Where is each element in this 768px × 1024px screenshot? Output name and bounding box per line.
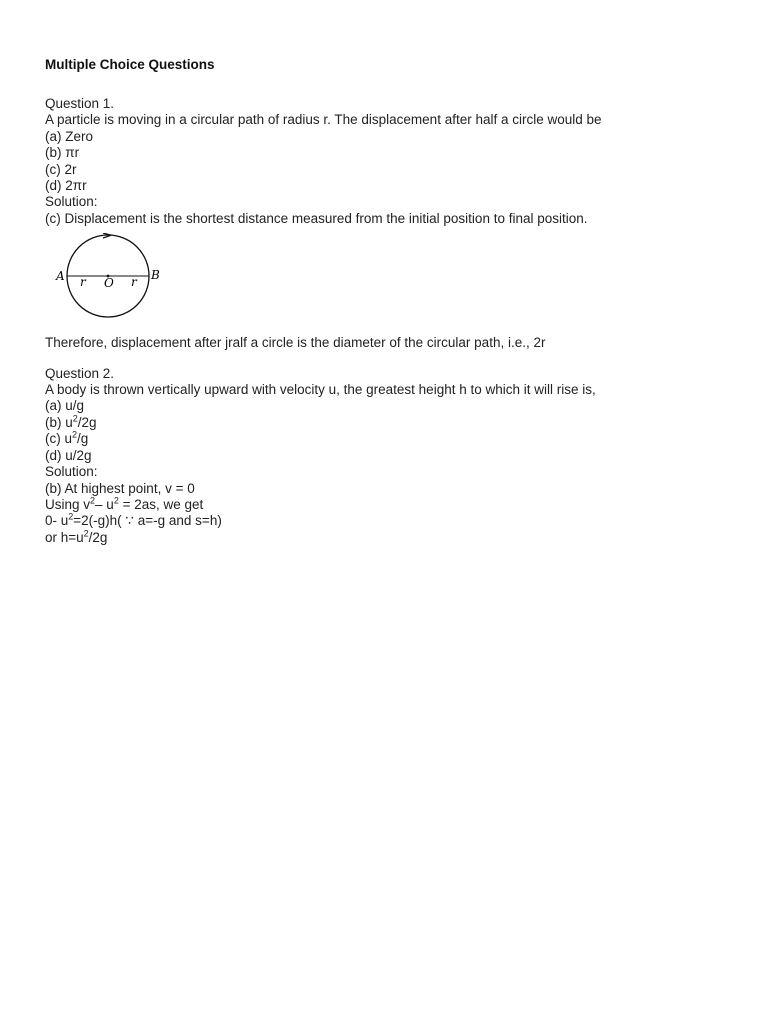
point-b-label: B xyxy=(151,268,160,283)
question-2-solution-line-3 xyxy=(45,513,745,529)
question-1-solution-label: Solution: xyxy=(45,194,98,210)
radius-right-label: r xyxy=(131,275,137,290)
sol2-post: = 2as, we get xyxy=(118,496,204,512)
sol2-sup2: 2 xyxy=(113,495,119,506)
option-c-sup: 2 xyxy=(72,429,78,440)
sol2-sup1: 2 xyxy=(90,495,96,506)
question-1-text: A particle is moving in a circular path of radius r. The displacement after half a circle would be xyxy=(45,112,602,128)
sol2-mid: – u xyxy=(95,496,114,512)
option-c-pre: (c) u xyxy=(45,431,72,447)
point-a-label: A xyxy=(56,269,65,284)
question-1-option-a: (a) Zero xyxy=(45,128,94,144)
radius-left-label: r xyxy=(80,275,86,290)
sol3-post: =2(-g)h( ∵ a=-g and s=h) xyxy=(73,513,222,529)
center-o-label: O xyxy=(104,276,114,291)
option-b-sup: 2 xyxy=(72,413,78,424)
sol4-post: /2g xyxy=(88,529,108,545)
question-1-option-d: (d) 2πr xyxy=(45,178,87,194)
question-2-solution-line-4 xyxy=(45,530,745,546)
question-2-solution-line-2 xyxy=(45,497,745,513)
option-b-pre: (b) u xyxy=(45,414,73,430)
question-2-option-b xyxy=(45,415,745,431)
question-2-option-c xyxy=(45,431,745,447)
question-1-conclusion: Therefore, displacement after jralf a circle is the diameter of the circular path, i.e., 2r xyxy=(45,335,546,351)
document-page xyxy=(45,56,745,546)
option-c-post: /g xyxy=(77,431,89,447)
question-2-solution-line-1: (b) At highest point, v = 0 xyxy=(45,480,195,496)
sol3-pre: 0- u xyxy=(45,513,69,529)
question-2-title: Question 2. xyxy=(45,365,115,381)
sol3-sup: 2 xyxy=(68,511,74,522)
circle-diagram-svg xyxy=(53,233,173,325)
question-1-title: Question 1. xyxy=(45,96,115,111)
option-b-post: /2g xyxy=(77,414,97,430)
sol2-pre: Using v xyxy=(45,496,91,512)
question-1-option-b: (b) πr xyxy=(45,145,80,161)
question-2-option-d: (d) u/2g xyxy=(45,447,92,463)
circle-diagram xyxy=(53,233,173,325)
question-2-option-a: (a) u/g xyxy=(45,398,85,414)
sol4-pre: or h=u xyxy=(45,529,84,545)
question-1-solution-text: (c) Displacement is the shortest distance measured from the initial position to final position. xyxy=(45,210,588,226)
sol4-sup: 2 xyxy=(83,528,89,539)
question-2-text: A body is thrown vertically upward with velocity u, the greatest height h to which it will rise is, xyxy=(45,382,596,398)
question-1-option-c: (c) 2r xyxy=(45,161,77,177)
page-heading: Multiple Choice Questions xyxy=(45,57,215,72)
question-2-solution-label: Solution: xyxy=(45,464,98,480)
